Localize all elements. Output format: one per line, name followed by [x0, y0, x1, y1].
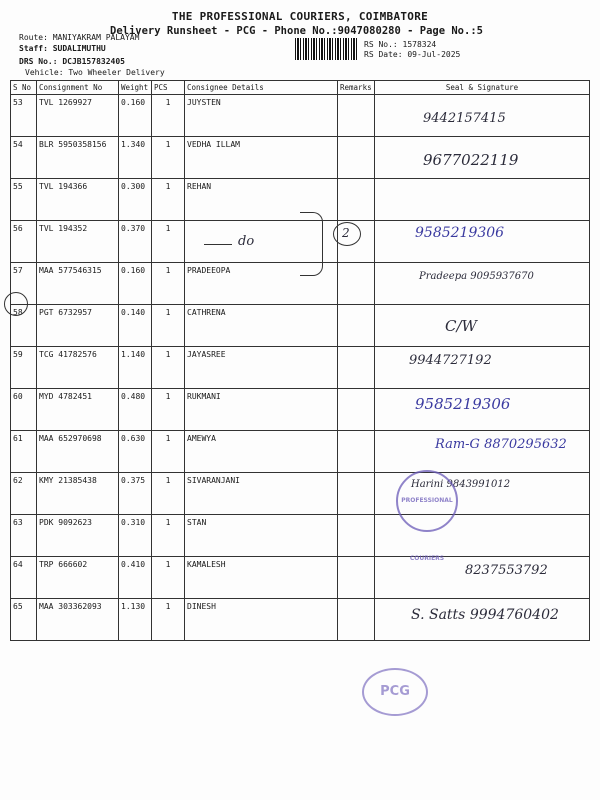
cell-remarks — [338, 515, 375, 557]
cell-consignment-no: MAA 652970698 — [37, 431, 119, 473]
cell-remarks — [338, 305, 375, 347]
cell-remarks — [338, 137, 375, 179]
dash-mark — [204, 244, 232, 245]
cell-sno: 62 — [11, 473, 37, 515]
handwritten-signature: Harini 9843991012 — [411, 479, 511, 490]
cell-pcs: 1 — [152, 599, 185, 641]
table-row — [11, 557, 590, 599]
runsheet-heading: Delivery Runsheet - PCG - Phone No.:9047080280 - Page No.:5 — [110, 25, 483, 37]
col-sno: S No — [11, 81, 37, 95]
cell-remarks — [338, 179, 375, 221]
cell-weight: 0.160 — [119, 263, 152, 305]
table-row — [11, 473, 590, 515]
cell-signature — [375, 221, 590, 263]
handwritten-signature: 9442157415 — [423, 111, 506, 126]
row-56-handwritten-mark: do — [238, 234, 255, 249]
table-row — [11, 347, 590, 389]
cell-pcs: 1 — [152, 263, 185, 305]
handwritten-signature: S. Satts 9994760402 — [411, 607, 559, 623]
col-consignee: Consignee Details — [185, 81, 338, 95]
cell-pcs: 1 — [152, 347, 185, 389]
cell-sno: 65 — [11, 599, 37, 641]
cell-consignment-no: MYD 4782451 — [37, 389, 119, 431]
cell-consignee: DINESH — [185, 599, 338, 641]
cell-sno: 53 — [11, 95, 37, 137]
cell-pcs: 1 — [152, 221, 185, 263]
runsheet-table — [10, 80, 590, 641]
cell-pcs: 1 — [152, 137, 185, 179]
circle-2-label: 2 — [342, 226, 350, 240]
cell-signature — [375, 305, 590, 347]
cell-consignment-no: PGT 6732957 — [37, 305, 119, 347]
cell-sno: 54 — [11, 137, 37, 179]
route-label: Route: MANIYAKRAM PALAYAM — [19, 33, 140, 42]
handwritten-signature: Ram-G 8870295632 — [435, 437, 567, 452]
table-row — [11, 515, 590, 557]
handwritten-signature: C/W — [445, 317, 477, 335]
cell-weight: 0.410 — [119, 557, 152, 599]
cell-consignee: CATHRENA — [185, 305, 338, 347]
table-row — [11, 95, 590, 137]
cell-sno: 58 — [11, 305, 37, 347]
document-title: THE PROFESSIONAL COURIERS, COIMBATORE — [171, 10, 429, 23]
col-signature: Seal & Signature — [375, 81, 590, 95]
table-row — [11, 599, 590, 641]
cell-pcs: 1 — [152, 431, 185, 473]
cell-consignee: REHAN — [185, 179, 338, 221]
cell-consignment-no: BLR 5950358156 — [37, 137, 119, 179]
cell-consignee: KAMALESH — [185, 557, 338, 599]
cell-consignee: VEDHA ILLAM — [185, 137, 338, 179]
cell-consignment-no: MAA 577546315 — [37, 263, 119, 305]
cell-weight: 0.300 — [119, 179, 152, 221]
cell-pcs: 1 — [152, 557, 185, 599]
col-weight: Weight — [119, 81, 152, 95]
cell-signature — [375, 179, 590, 221]
cell-consignee: RUKMANI — [185, 389, 338, 431]
table-row — [11, 431, 590, 473]
handwritten-signature: 9677022119 — [423, 151, 519, 169]
handwritten-signature: 9585219306 — [415, 395, 511, 413]
cell-sno: 60 — [11, 389, 37, 431]
col-pcs: PCS — [152, 81, 185, 95]
cell-consignment-no: TVL 194366 — [37, 179, 119, 221]
cell-sno: 59 — [11, 347, 37, 389]
staff-label: Staff: SUDALIMUTHU — [19, 44, 106, 53]
handwritten-signature: 9585219306 — [415, 225, 505, 241]
cell-remarks — [338, 95, 375, 137]
cell-signature — [375, 431, 590, 473]
vehicle-label: Vehicle: Two Wheeler Delivery — [25, 68, 165, 77]
cell-consignee: SIVARANJANI — [185, 473, 338, 515]
pcg-stamp: PCG — [362, 668, 428, 716]
cell-consignee: AMEWYA — [185, 431, 338, 473]
cell-weight: 0.310 — [119, 515, 152, 557]
cell-pcs: 1 — [152, 305, 185, 347]
cell-weight: 1.130 — [119, 599, 152, 641]
cell-pcs: 1 — [152, 179, 185, 221]
cell-sno: 55 — [11, 179, 37, 221]
cell-remarks — [338, 263, 375, 305]
cell-weight: 0.375 — [119, 473, 152, 515]
cell-remarks — [338, 347, 375, 389]
cell-weight: 0.140 — [119, 305, 152, 347]
table-row — [11, 137, 590, 179]
cell-consignee: JAYASREE — [185, 347, 338, 389]
cell-signature — [375, 95, 590, 137]
cell-consignment-no: TVL 1269927 — [37, 95, 119, 137]
cell-consignment-no: TCG 41782576 — [37, 347, 119, 389]
cell-consignee: STAN — [185, 515, 338, 557]
cell-pcs: 1 — [152, 389, 185, 431]
cell-consignment-no: PDK 9092623 — [37, 515, 119, 557]
cell-sno: 57 — [11, 263, 37, 305]
cell-weight: 0.480 — [119, 389, 152, 431]
table-row — [11, 305, 590, 347]
cell-weight: 1.340 — [119, 137, 152, 179]
cell-sno: 61 — [11, 431, 37, 473]
cell-signature — [375, 599, 590, 641]
cell-pcs: 1 — [152, 473, 185, 515]
cell-remarks — [338, 557, 375, 599]
cell-signature — [375, 389, 590, 431]
cell-pcs: 1 — [152, 95, 185, 137]
drs-label: DRS No.: DCJB157832405 — [19, 57, 125, 66]
cell-weight: 1.140 — [119, 347, 152, 389]
cell-remarks — [338, 599, 375, 641]
cell-pcs: 1 — [152, 515, 185, 557]
cell-sno: 64 — [11, 557, 37, 599]
table-row — [11, 389, 590, 431]
cell-signature — [375, 557, 590, 599]
seal-stamp: PROFESSIONAL COURIERS — [396, 470, 458, 532]
row-58-circle-mark — [4, 292, 28, 316]
col-consignment: Consignment No — [37, 81, 119, 95]
cell-consignment-no: TRP 666602 — [37, 557, 119, 599]
table-header-row — [11, 81, 590, 95]
handwritten-signature: 9944727192 — [409, 353, 492, 368]
cell-signature — [375, 263, 590, 305]
cell-consignment-no: MAA 303362093 — [37, 599, 119, 641]
cell-consignment-no: TVL 194352 — [37, 221, 119, 263]
bracket-mark — [300, 212, 323, 276]
cell-signature — [375, 347, 590, 389]
handwritten-signature: Pradeepa 9095937670 — [419, 271, 534, 282]
cell-sno: 56 — [11, 221, 37, 263]
barcode — [295, 38, 357, 60]
cell-signature — [375, 137, 590, 179]
cell-weight: 0.160 — [119, 95, 152, 137]
cell-weight: 0.370 — [119, 221, 152, 263]
cell-remarks — [338, 389, 375, 431]
cell-consignee: PRADEEOPA — [185, 263, 338, 305]
rs-date: RS Date: 09-Jul-2025 — [364, 50, 461, 59]
cell-sno: 63 — [11, 515, 37, 557]
cell-remarks — [338, 473, 375, 515]
cell-remarks — [338, 431, 375, 473]
handwritten-signature: 8237553792 — [465, 563, 548, 578]
cell-consignment-no: KMY 21385438 — [37, 473, 119, 515]
col-remarks: Remarks — [338, 81, 375, 95]
rs-number: RS No.: 1578324 — [364, 40, 437, 49]
cell-weight: 0.630 — [119, 431, 152, 473]
cell-consignee: JUYSTEN — [185, 95, 338, 137]
